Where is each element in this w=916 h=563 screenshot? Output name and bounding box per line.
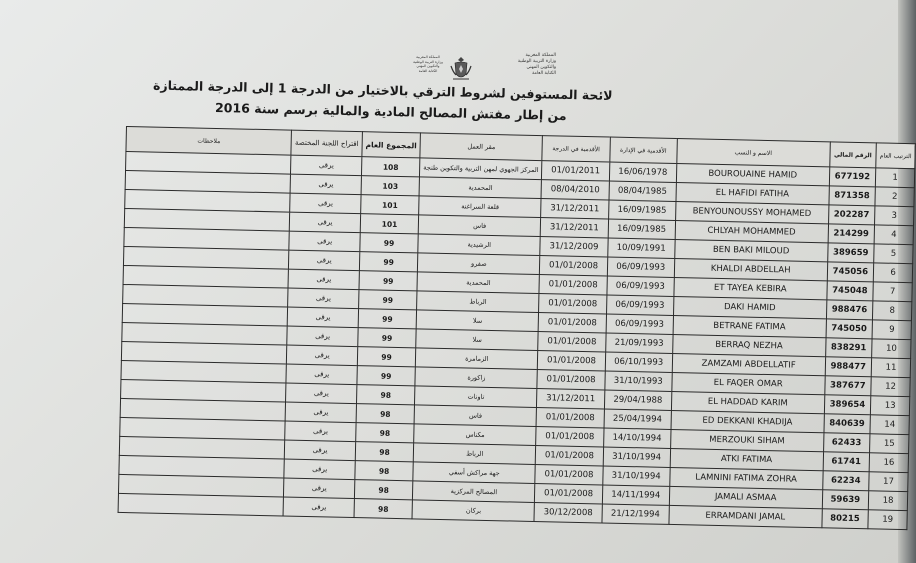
header-left-line: والتكوين المهني: [416, 64, 440, 68]
cell-workplace: صفرو: [418, 253, 541, 275]
cell-number: 745056: [827, 262, 874, 282]
cell-number: 59639: [822, 490, 869, 510]
cell-rank: 7: [873, 282, 912, 302]
cell-total: 98: [355, 461, 414, 481]
cell-grade-seniority: 01/01/2008: [535, 465, 603, 485]
cell-number: 988477: [825, 357, 872, 377]
cell-proposal: يرقى: [288, 307, 359, 328]
cell-name: KHALDI ABDELLAH: [674, 258, 827, 280]
cell-proposal: يرقى: [288, 288, 359, 309]
cell-rank: 12: [871, 377, 910, 397]
cell-admin-seniority: 21/09/1993: [605, 333, 673, 353]
cell-total: 99: [358, 309, 417, 329]
cell-notes: [118, 493, 284, 516]
header-admin-seniority: الأقدمية في الإدارة: [609, 137, 677, 163]
header-right-line: وزارة التربية الوطنية: [517, 59, 556, 64]
cell-admin-seniority: 21/12/1994: [602, 504, 670, 524]
cell-name: BENYOUNOUSSY MOHAMED: [675, 202, 828, 224]
cell-total: 101: [360, 214, 419, 234]
cell-admin-seniority: 16/06/1978: [609, 162, 677, 182]
document-title: لائحة المستوفين لشروط الترقي بالاختيار من الدرجة 1 إلى الدرجة الممتازة: [152, 77, 613, 103]
header-total: المجموع العام: [362, 132, 421, 158]
cell-proposal: يرقى: [289, 250, 360, 271]
cell-proposal: يرقى: [291, 155, 362, 176]
cell-number: 80215: [821, 509, 868, 529]
cell-name: ED DEKKANI KHADIJA: [671, 410, 824, 432]
cell-workplace: المحمدية: [417, 272, 540, 294]
cell-admin-seniority: 06/09/1993: [606, 295, 674, 315]
cell-name: BEN BAKI MILOUD: [675, 240, 828, 262]
cell-admin-seniority: 06/10/1993: [605, 352, 673, 372]
cell-grade-seniority: 01/01/2008: [537, 370, 605, 390]
cell-proposal: يرقى: [287, 345, 358, 366]
cell-admin-seniority: 29/04/1988: [604, 390, 672, 410]
cell-proposal: يرقى: [286, 364, 357, 385]
cell-number: 745050: [826, 319, 873, 339]
cell-workplace: فاس: [418, 215, 541, 237]
cell-admin-seniority: 14/11/1994: [602, 485, 670, 505]
cell-workplace: جهة مراكش أسفي: [413, 462, 536, 484]
cell-name: EL HADDAD KARIM: [671, 391, 824, 413]
cell-grade-seniority: 01/01/2008: [540, 256, 608, 276]
cell-proposal: يرقى: [289, 231, 360, 252]
cell-rank: 15: [870, 434, 909, 454]
cell-workplace: الزمامرة: [415, 348, 538, 370]
cell-grade-seniority: 31/12/2011: [541, 218, 609, 238]
cell-number: 202287: [828, 205, 875, 225]
cell-name: CHLYAH MOHAMMED: [675, 221, 828, 243]
cell-rank: 5: [874, 244, 913, 264]
cell-workplace: سلا: [416, 329, 539, 351]
cell-workplace: المركز الجهوي لمهن التربية والتكوين طنجة: [420, 158, 543, 180]
cell-grade-seniority: 01/01/2008: [536, 427, 604, 447]
cell-total: 98: [356, 423, 415, 443]
cell-number: 387677: [824, 376, 871, 396]
cell-number: 214299: [828, 224, 875, 244]
cell-rank: 9: [872, 320, 911, 340]
header-left-line: وزارة التربية الوطنية: [413, 59, 443, 64]
cell-total: 103: [361, 176, 420, 196]
cell-workplace: تاونات: [415, 386, 538, 408]
cell-name: ERRAMDANI JAMAL: [669, 505, 822, 527]
cell-admin-seniority: 31/10/1994: [603, 447, 671, 467]
header-number: الرقم المالي: [829, 142, 876, 168]
cell-number: 62234: [822, 471, 869, 491]
cell-grade-seniority: 31/12/2011: [537, 389, 605, 409]
cell-name: BETRANE FATIMA: [673, 315, 826, 337]
cell-grade-seniority: 01/01/2008: [538, 332, 606, 352]
cell-rank: 3: [875, 206, 914, 226]
cell-total: 99: [360, 233, 419, 253]
cell-workplace: المحمدية: [419, 177, 542, 199]
cell-name: BERRAQ NEZHA: [672, 334, 825, 356]
cell-total: 101: [361, 195, 420, 215]
cell-workplace: قلعة السراغنة: [419, 196, 542, 218]
cell-total: 99: [359, 271, 418, 291]
cell-grade-seniority: 01/01/2008: [536, 446, 604, 466]
cell-rank: 14: [870, 415, 909, 435]
cell-total: 99: [357, 347, 416, 367]
cell-proposal: يرقى: [283, 497, 354, 518]
cell-rank: 4: [874, 225, 913, 245]
cell-grade-seniority: 30/12/2008: [534, 503, 602, 523]
cell-workplace: المصالح المركزية: [413, 481, 536, 503]
cell-grade-seniority: 01/01/2008: [539, 275, 607, 295]
cell-rank: 1: [876, 168, 915, 188]
header-workplace: مقر العمل: [420, 133, 543, 161]
cell-proposal: يرقى: [285, 440, 356, 461]
cell-number: 745048: [826, 281, 873, 301]
cell-rank: 17: [869, 472, 908, 492]
header-name: الاسم و النسب: [677, 139, 830, 167]
document-subtitle: من إطار مفتش المصالح المادية والمالية برسم سنة 2016: [215, 100, 568, 123]
cell-proposal: يرقى: [284, 478, 355, 499]
cell-workplace: الرباط: [413, 443, 536, 465]
cell-name: DAKI HAMID: [673, 296, 826, 318]
header-left-line: الكتابة العامة: [418, 68, 438, 73]
cell-rank: 2: [875, 187, 914, 207]
cell-rank: 11: [871, 358, 910, 378]
cell-rank: 13: [871, 396, 910, 416]
cell-admin-seniority: 25/04/1994: [604, 409, 672, 429]
cell-workplace: فاس: [414, 405, 537, 427]
cell-name: EL FAQER OMAR: [672, 372, 825, 394]
cell-number: 988476: [826, 300, 873, 320]
cell-grade-seniority: 31/12/2011: [541, 199, 609, 219]
cell-proposal: يرقى: [286, 383, 357, 404]
cell-grade-seniority: 01/01/2008: [535, 484, 603, 504]
cell-proposal: يرقى: [284, 459, 355, 480]
cell-total: 99: [358, 328, 417, 348]
cell-number: 389654: [824, 395, 871, 415]
cell-total: 98: [355, 442, 414, 462]
promotion-table: [118, 126, 916, 530]
cell-proposal: يرقى: [286, 402, 357, 423]
cell-workplace: مكناس: [414, 424, 537, 446]
cell-number: 838291: [825, 338, 872, 358]
header-proposal: اقتراح اللجنة المختصة: [291, 130, 362, 157]
cell-total: 108: [361, 157, 420, 177]
cell-total: 98: [356, 404, 415, 424]
cell-total: 99: [357, 366, 416, 386]
cell-name: BOUROUAINE HAMID: [676, 164, 829, 186]
header-notes: ملاحظات: [126, 127, 292, 156]
cell-total: 98: [354, 480, 413, 500]
cell-total: 99: [359, 252, 418, 272]
cell-admin-seniority: 14/10/1994: [603, 428, 671, 448]
header-right-line: والتكوين المهني: [526, 65, 556, 70]
cell-rank: 18: [868, 491, 907, 511]
cell-name: ET TAYEA KEBIRA: [674, 277, 827, 299]
header-right-block: [486, 53, 556, 77]
cell-rank: 10: [872, 339, 911, 359]
cell-admin-seniority: 31/10/1994: [602, 466, 670, 486]
cell-name: MERZOUKI SIHAM: [670, 429, 823, 451]
cell-rank: 6: [873, 263, 912, 283]
cell-number: 871358: [828, 186, 875, 206]
table-body: [118, 152, 915, 530]
cell-admin-seniority: 16/09/1985: [608, 200, 676, 220]
cell-name: ZAMZAMI ABDELLATIF: [672, 353, 825, 375]
cell-workplace: الرباط: [417, 291, 540, 313]
cell-grade-seniority: 01/01/2008: [536, 408, 604, 428]
cell-proposal: يرقى: [285, 421, 356, 442]
cell-name: EL HAFIDI FATIHA: [676, 183, 829, 205]
cell-admin-seniority: 10/09/1991: [607, 238, 675, 258]
cell-grade-seniority: 31/12/2009: [540, 237, 608, 257]
cell-total: 98: [356, 385, 415, 405]
cell-proposal: يرقى: [288, 269, 359, 290]
cell-admin-seniority: 08/04/1985: [609, 181, 677, 201]
cell-total: 98: [354, 499, 413, 519]
cell-admin-seniority: 06/09/1993: [607, 276, 675, 296]
cell-workplace: الرشيدية: [418, 234, 541, 256]
cell-name: JAMALI ASMAA: [669, 486, 822, 508]
cell-name: ATKI FATIMA: [670, 448, 823, 470]
cell-grade-seniority: 01/01/2008: [538, 351, 606, 371]
cell-proposal: يرقى: [290, 193, 361, 214]
header-rank: الترتيب العام: [876, 143, 915, 169]
cell-rank: 16: [869, 453, 908, 473]
cell-grade-seniority: 01/01/2011: [542, 161, 610, 181]
header-left-line: المملكة المغربية: [416, 55, 440, 59]
header-right-line: المملكة المغربية: [525, 53, 556, 58]
cell-proposal: يرقى: [290, 212, 361, 233]
cell-workplace: بركان: [412, 500, 535, 522]
header-left-block: [398, 55, 458, 73]
cell-number: 62433: [823, 433, 870, 453]
cell-number: 61741: [823, 452, 870, 472]
header-right-line: الكتابة العامة: [532, 71, 556, 76]
cell-rank: 19: [868, 510, 907, 530]
cell-number: 677192: [829, 167, 876, 187]
cell-admin-seniority: 31/10/1993: [604, 371, 672, 391]
cell-workplace: سلا: [416, 310, 539, 332]
cell-grade-seniority: 08/04/2010: [541, 180, 609, 200]
cell-admin-seniority: 06/09/1993: [607, 257, 675, 277]
cell-total: 99: [359, 290, 418, 310]
cell-proposal: يرقى: [290, 174, 361, 195]
cell-admin-seniority: 16/09/1985: [608, 219, 676, 239]
coat-of-arms-icon: [450, 56, 472, 82]
cell-number: 840639: [823, 414, 870, 434]
cell-admin-seniority: 06/09/1993: [606, 314, 674, 334]
cell-name: LAMNINI FATIMA ZOHRA: [670, 467, 823, 489]
cell-workplace: زاكورة: [415, 367, 538, 389]
cell-proposal: يرقى: [287, 326, 358, 347]
cell-number: 389659: [827, 243, 874, 263]
promotion-table-wrapper: [118, 126, 916, 530]
cell-grade-seniority: 01/01/2008: [539, 313, 607, 333]
header-grade-seniority: الأقدمية في الدرجة: [542, 136, 610, 162]
cell-rank: 8: [873, 301, 912, 321]
cell-grade-seniority: 01/01/2008: [539, 294, 607, 314]
